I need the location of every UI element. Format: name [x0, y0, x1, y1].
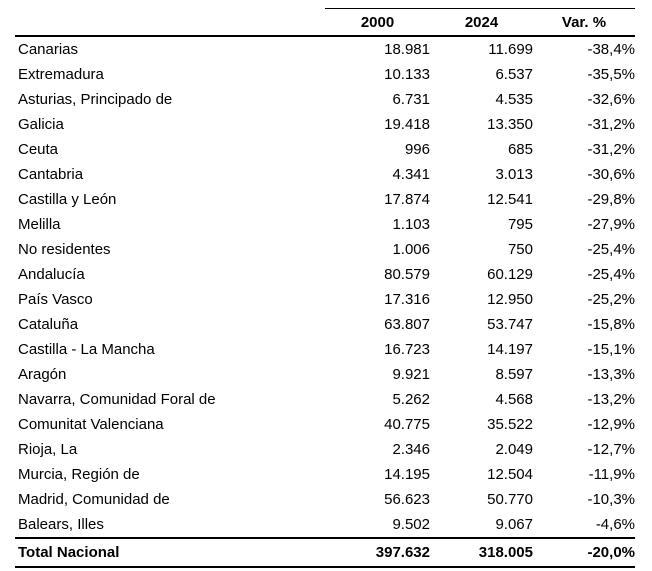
- value-2024: 6.537: [495, 66, 533, 83]
- region-name: Canarias: [18, 41, 79, 58]
- value-var: -13,2%: [587, 391, 635, 408]
- table-row: [15, 112, 635, 137]
- value-2000: 14.195: [384, 466, 430, 483]
- table-row: [15, 387, 635, 412]
- value-2000: 6.731: [392, 91, 430, 108]
- value-2000: 1.103: [392, 216, 430, 233]
- value-2000: 1.006: [392, 241, 430, 258]
- value-2000: 18.981: [384, 41, 430, 58]
- table-row: [15, 62, 635, 87]
- region-name: Andalucía: [18, 266, 85, 283]
- table-row: [15, 162, 635, 187]
- header-region: [15, 9, 325, 37]
- table-row: [15, 237, 635, 262]
- table-row: [15, 87, 635, 112]
- table-row: [15, 187, 635, 212]
- total-2024: 318.005: [430, 538, 533, 567]
- value-2024: 35.522: [487, 416, 533, 433]
- value-var: -31,2%: [587, 116, 635, 133]
- table-row: [15, 362, 635, 387]
- value-var: -25,4%: [587, 241, 635, 258]
- value-2000: 56.623: [384, 491, 430, 508]
- total-row: [15, 538, 635, 567]
- value-var: -27,9%: [587, 216, 635, 233]
- value-2000: 16.723: [384, 341, 430, 358]
- value-2024: 50.770: [487, 491, 533, 508]
- region-name: Cantabria: [18, 166, 84, 183]
- value-var: -30,6%: [587, 166, 635, 183]
- table-row: [15, 412, 635, 437]
- value-var: -35,5%: [587, 66, 635, 83]
- value-2000: 10.133: [384, 66, 430, 83]
- header-var-pct: Var. %: [533, 9, 635, 37]
- value-2024: 13.350: [487, 116, 533, 133]
- value-2000: 19.418: [384, 116, 430, 133]
- value-var: -25,2%: [587, 291, 635, 308]
- value-2024: 12.504: [487, 466, 533, 483]
- value-2024: 53.747: [487, 316, 533, 333]
- value-2000: 17.316: [384, 291, 430, 308]
- table-body: [15, 36, 635, 538]
- value-var: -10,3%: [587, 491, 635, 508]
- value-2000: 5.262: [392, 391, 430, 408]
- value-2024: 2.049: [495, 441, 533, 458]
- region-name: Castilla y León: [18, 191, 117, 208]
- region-name: Cataluña: [18, 316, 79, 333]
- region-name: Murcia, Región de: [18, 466, 140, 483]
- table-row: [15, 437, 635, 462]
- value-var: -32,6%: [587, 91, 635, 108]
- table-row: [15, 212, 635, 237]
- value-2000: 4.341: [392, 166, 430, 183]
- region-name: Melilla: [18, 216, 61, 233]
- region-name: Navarra, Comunidad Foral de: [18, 391, 216, 408]
- value-var: -13,3%: [587, 366, 635, 383]
- value-2024: 60.129: [487, 266, 533, 283]
- region-name: Extremadura: [18, 66, 104, 83]
- header-year-2000: 2000: [325, 9, 430, 37]
- value-var: -15,1%: [587, 341, 635, 358]
- table-row: [15, 287, 635, 312]
- value-var: -4,6%: [595, 516, 635, 533]
- value-var: -38,4%: [587, 41, 635, 58]
- region-name: Ceuta: [18, 141, 59, 158]
- value-2024: 3.013: [495, 166, 533, 183]
- table-row: [15, 487, 635, 512]
- value-2024: 8.597: [495, 366, 533, 383]
- table-row: [15, 462, 635, 487]
- region-name: Castilla - La Mancha: [18, 341, 155, 358]
- value-2000: 80.579: [384, 266, 430, 283]
- total-2000: 397.632: [325, 538, 430, 567]
- value-var: -12,7%: [587, 441, 635, 458]
- regions-table: [15, 8, 635, 568]
- value-var: -15,8%: [587, 316, 635, 333]
- value-2024: 750: [507, 241, 533, 258]
- region-name: Madrid, Comunidad de: [18, 491, 170, 508]
- table-row: [15, 512, 635, 538]
- value-2024: 4.535: [495, 91, 533, 108]
- value-2000: 17.874: [384, 191, 430, 208]
- value-2024: 9.067: [495, 516, 533, 533]
- table-row: [15, 262, 635, 287]
- value-2000: 2.346: [392, 441, 430, 458]
- region-name: País Vasco: [18, 291, 93, 308]
- region-name: Asturias, Principado de: [18, 91, 173, 108]
- total-label: Total Nacional: [15, 538, 325, 567]
- value-var: -11,9%: [588, 466, 635, 483]
- regions-table-container: [15, 8, 635, 568]
- total-var: -20,0%: [533, 538, 635, 567]
- value-var: -25,4%: [587, 266, 635, 283]
- value-2024: 685: [507, 141, 533, 158]
- value-2024: 12.950: [487, 291, 533, 308]
- header-year-2024: 2024: [430, 9, 533, 37]
- region-name: Balears, Illes: [18, 516, 104, 533]
- region-name: Comunitat Valenciana: [18, 416, 164, 433]
- value-2000: 996: [404, 141, 430, 158]
- table-footer: [15, 538, 635, 567]
- table-row: [15, 137, 635, 162]
- value-var: -31,2%: [587, 141, 635, 158]
- value-2024: 4.568: [495, 391, 533, 408]
- value-var: -12,9%: [587, 416, 635, 433]
- value-2000: 40.775: [384, 416, 430, 433]
- table-row: [15, 337, 635, 362]
- value-2000: 9.502: [392, 516, 430, 533]
- table-row: [15, 36, 635, 62]
- value-2000: 63.807: [384, 316, 430, 333]
- value-2024: 11.699: [488, 41, 533, 58]
- value-var: -29,8%: [587, 191, 635, 208]
- value-2024: 795: [507, 216, 533, 233]
- value-2000: 9.921: [392, 366, 430, 383]
- table-header: [15, 9, 635, 37]
- region-name: Rioja, La: [18, 441, 78, 458]
- region-name: No residentes: [18, 241, 111, 258]
- value-2024: 14.197: [487, 341, 533, 358]
- table-row: [15, 312, 635, 337]
- region-name: Galicia: [18, 116, 64, 133]
- region-name: Aragón: [18, 366, 67, 383]
- value-2024: 12.541: [487, 191, 533, 208]
- header-row: [15, 9, 635, 37]
